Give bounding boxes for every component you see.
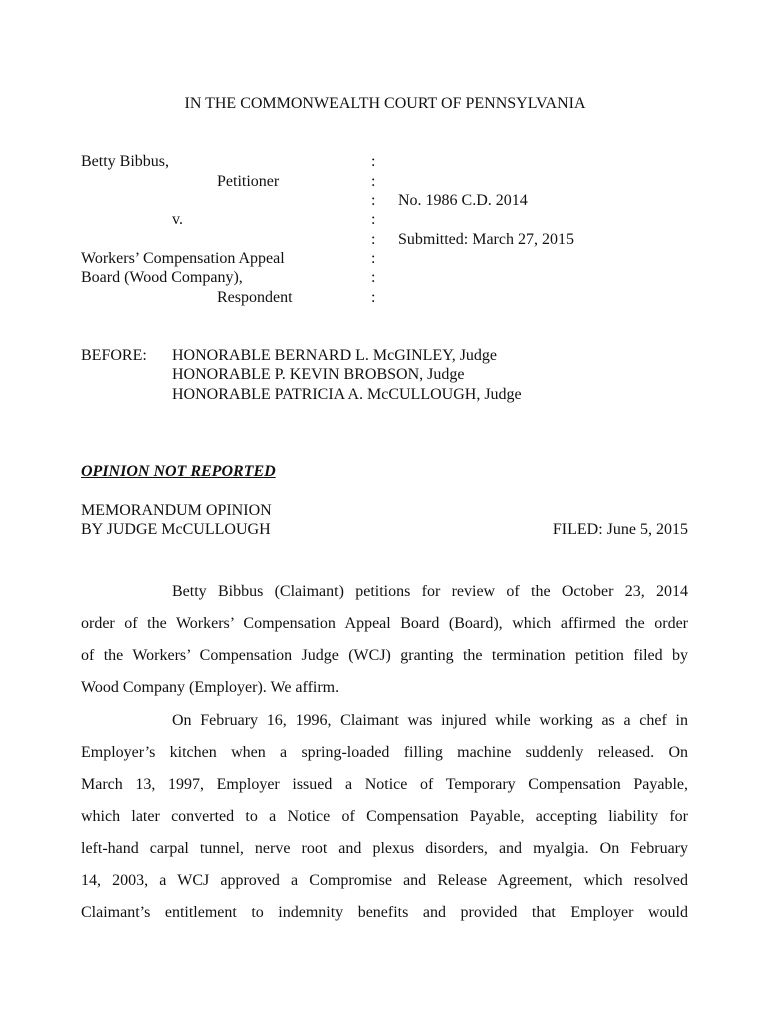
paragraph-1 [81, 576, 688, 704]
paragraph-line: of the Workers’ Compensation Judge (WCJ) granting the termination petition filed by [81, 647, 688, 664]
caption-colon: : [371, 289, 376, 306]
before-label: BEFORE: [81, 347, 147, 364]
paragraph-line: Claimant’s entitlement to indemnity benefits and provided that Employer would [81, 904, 688, 921]
respondent-line-2: Board (Wood Company), [81, 269, 243, 286]
caption-colon: : [371, 211, 376, 228]
judge: HONORABLE P. KEVIN BROBSON, Judge [172, 366, 465, 383]
court-title: IN THE COMMONWEALTH COURT OF PENNSYLVANIA [184, 95, 586, 112]
respondent-role: Respondent [217, 289, 293, 306]
paragraph-line: On February 16, 1996, Claimant was injured while working as a chef in [172, 712, 688, 729]
paragraph-line: Employer’s kitchen when a spring-loaded filling machine suddenly released. On [81, 744, 688, 761]
versus: v. [172, 211, 183, 228]
paragraph-line: Wood Company (Employer). We affirm. [81, 679, 340, 696]
caption-colon: : [371, 173, 376, 190]
opinion-status: OPINION NOT REPORTED [81, 463, 276, 480]
paragraph-2 [81, 705, 688, 929]
petitioner-role: Petitioner [217, 173, 280, 190]
respondent-line-1: Workers’ Compensation Appeal [81, 250, 285, 267]
memorandum-author: BY JUDGE McCULLOUGH [81, 521, 271, 538]
judge: HONORABLE PATRICIA A. McCULLOUGH, Judge [172, 386, 522, 403]
paragraph-line: Betty Bibbus (Claimant) petitions for review of the October 23, 2014 [172, 583, 688, 600]
caption-colon: : [371, 231, 376, 248]
memorandum-title: MEMORANDUM OPINION [81, 502, 272, 519]
case-number: No. 1986 C.D. 2014 [398, 192, 528, 209]
caption-colon: : [371, 250, 376, 267]
petitioner-name: Betty Bibbus, [81, 153, 170, 170]
paragraph-line: left-hand carpal tunnel, nerve root and plexus disorders, and myalgia. On February [81, 840, 688, 857]
submitted-date: Submitted: March 27, 2015 [398, 231, 574, 248]
paragraph-line: order of the Workers’ Compensation Appeal Board (Board), which affirmed the order [81, 615, 688, 632]
caption-colon: : [371, 192, 376, 209]
paragraph-line: which later converted to a Notice of Compensation Payable, accepting liability for [81, 808, 688, 825]
filed-date: FILED: June 5, 2015 [552, 521, 688, 538]
paragraph-line: March 13, 1997, Employer issued a Notice of Temporary Compensation Payable, [81, 776, 688, 793]
caption-colon: : [371, 153, 376, 170]
paragraph-line: 14, 2003, a WCJ approved a Compromise and Release Agreement, which resolved [81, 872, 688, 889]
judge: HONORABLE BERNARD L. McGINLEY, Judge [172, 347, 498, 364]
caption-colon: : [371, 269, 376, 286]
